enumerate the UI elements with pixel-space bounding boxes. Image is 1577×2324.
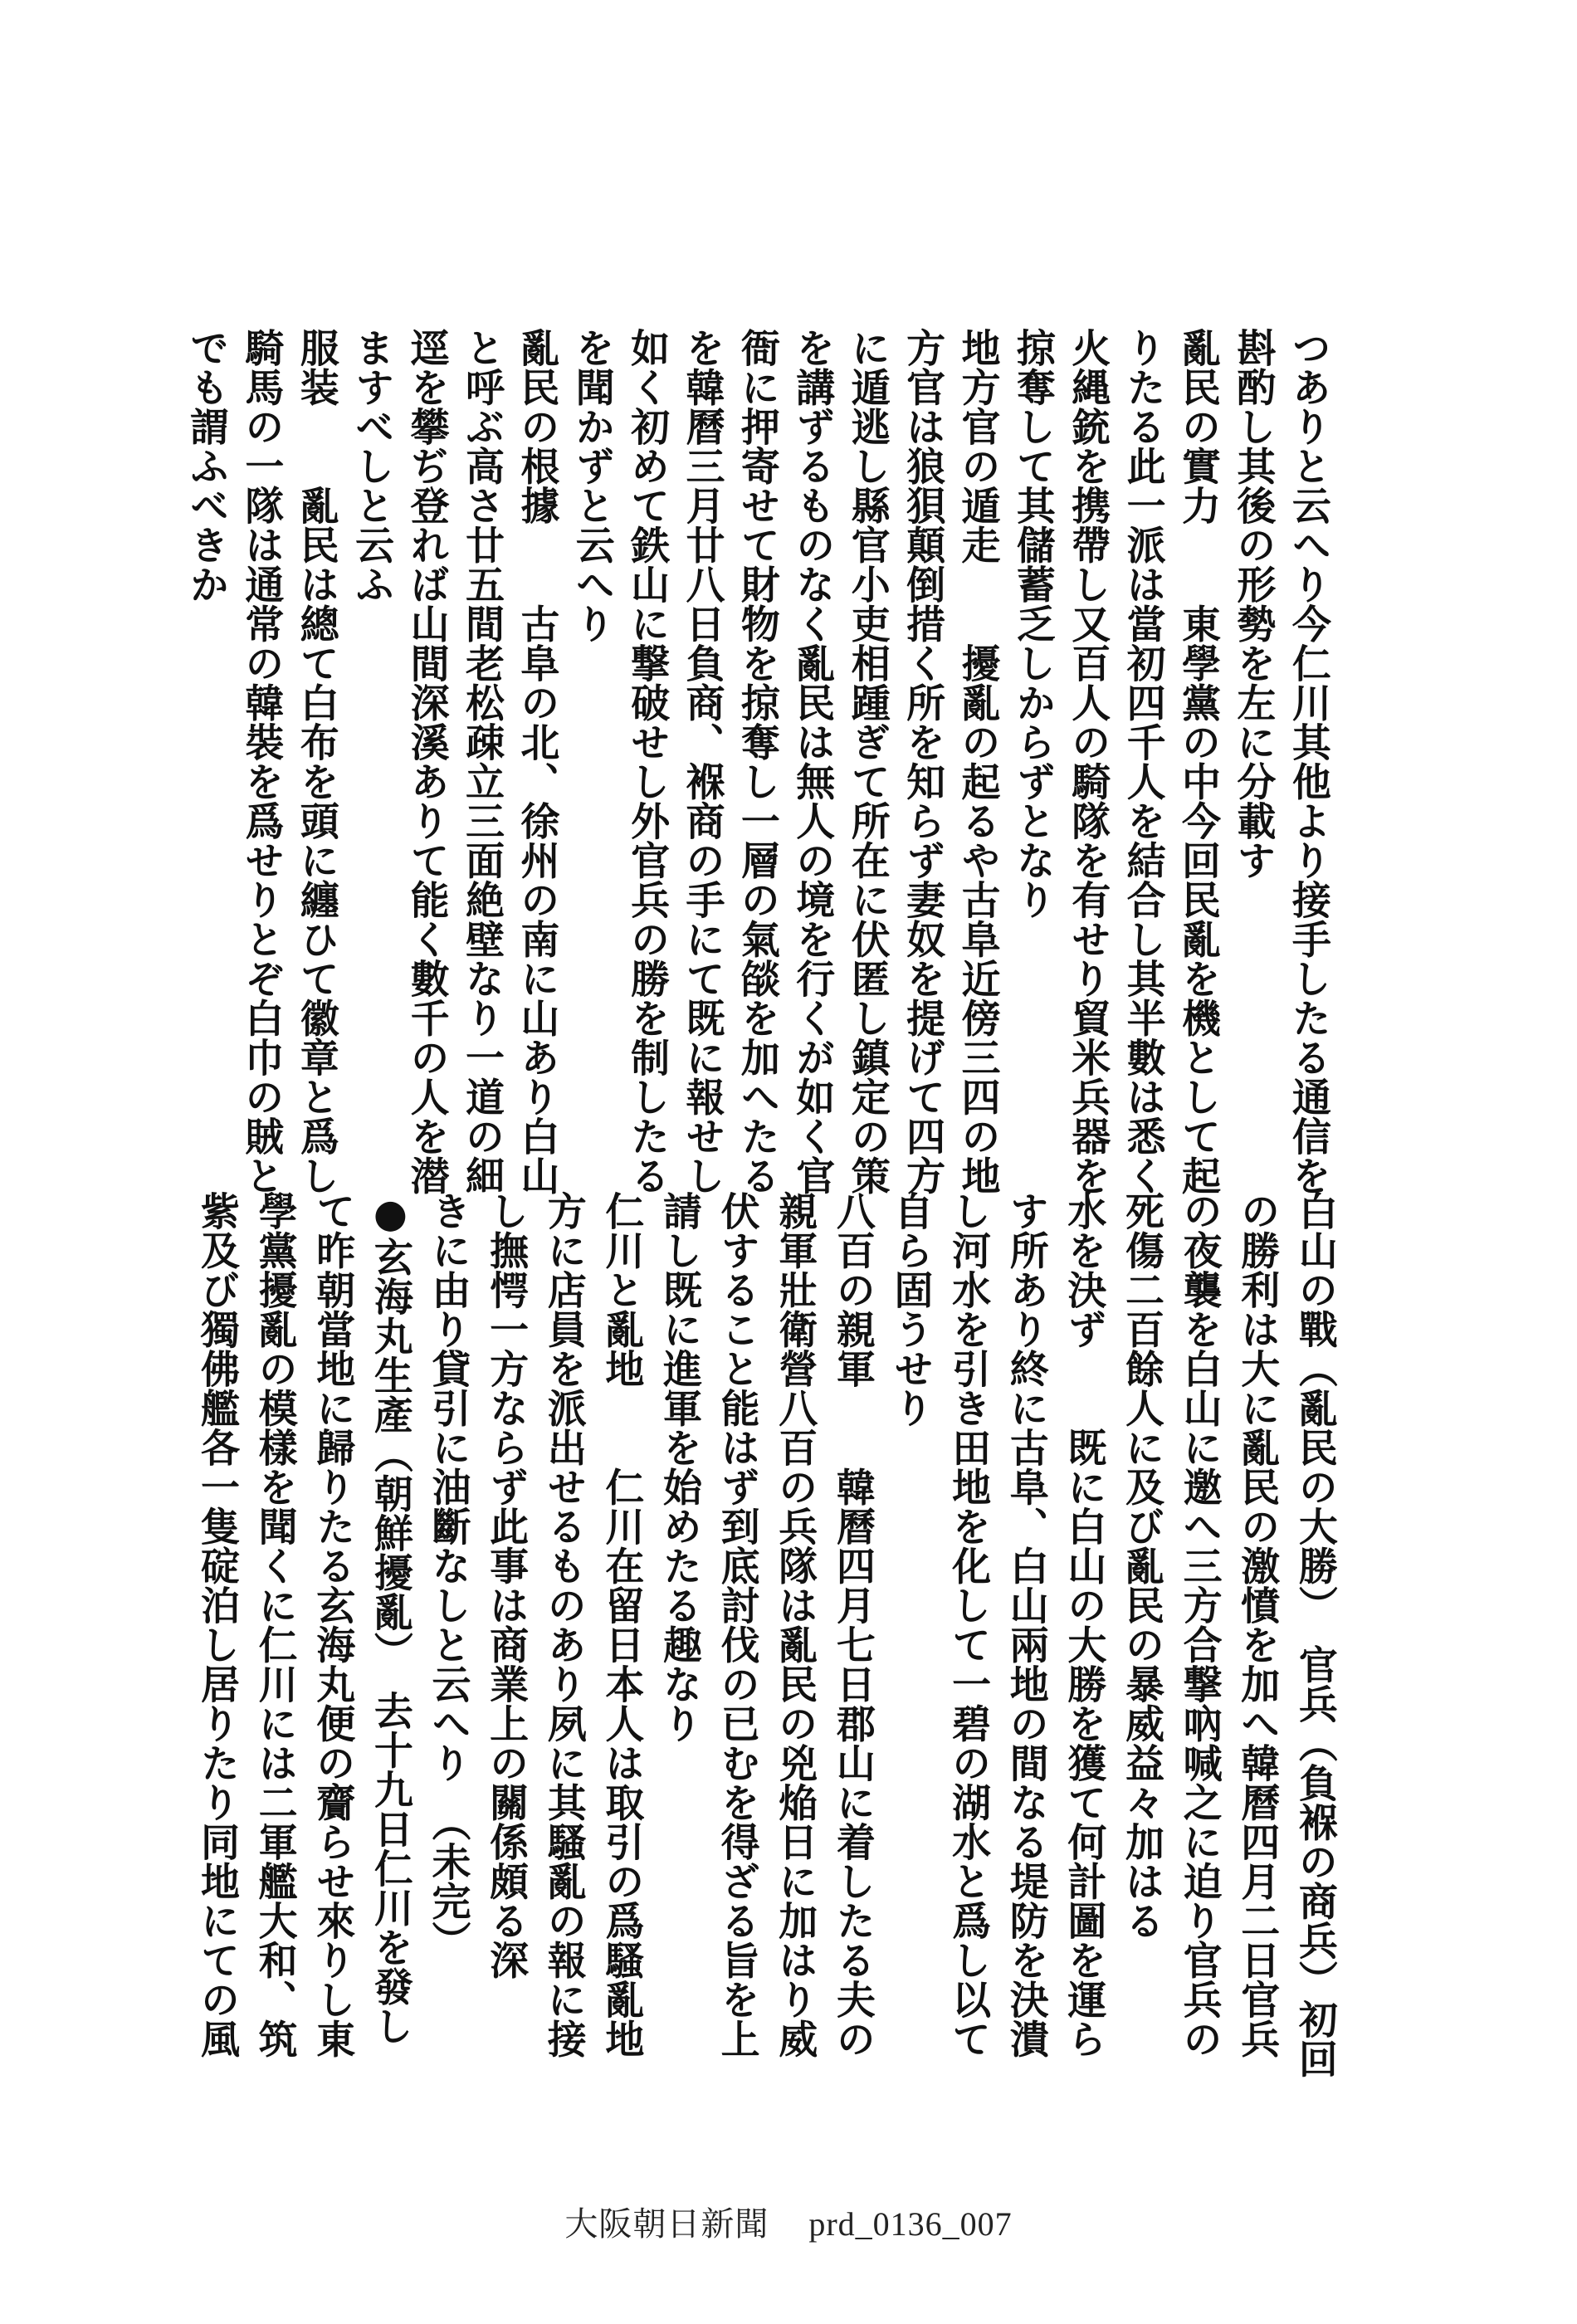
text-column: 斟酌し其後の形勢を左に分載す [1230,328,1277,880]
page-footer [0,2198,1577,2245]
text-column: 紫及び獨佛艦各一隻碇泊し居りたり同地にての風 [194,1191,240,2058]
text-column: 親軍壯衛營八百の兵隊は亂民の兇焔日に加はり威 [772,1191,818,2058]
text-column: と呼ぶ高さ廿五間老松疎立三面絶壁なり一道の細 [458,328,505,1195]
text-column: 學黨擾亂の模樣を聞くに仁川には二軍艦大和、筑 [251,1191,298,2058]
text-column: 如く初めて鉄山に撃破せし外官兵の勝を制したる [624,328,671,1195]
text-column: 方に店員を派出せるものあり夙に其騷亂の報に接 [540,1191,587,2058]
text-column: 仁川と亂地 仁川在留日本人は取引の爲騷亂地 [598,1191,645,2058]
text-column: ますべしと云ふ [349,328,395,604]
text-column: を講ずるものなく亂民は無人の境を行くが如く官 [789,328,836,1195]
text-column: し河水を引き田地を化して一碧の湖水と爲し以て [945,1191,992,2058]
text-column: でも謂ふべきか [183,328,229,604]
text-column: 火縄銃を携帶し又百人の騎隊を有せり貿米兵器を [1065,328,1111,1195]
text-column: 逕を攀ぢ登れば山間深溪ありて能く數千の人を潜 [403,328,450,1195]
text-column: りたる此一派は當初四千人を結合し其半數は悉く [1120,328,1166,1195]
text-column: 死傷二百餘人に及び亂民の暴威益々加はる [1119,1191,1164,1941]
text-column: 方官は狼狽顛倒措く所を知らず妻奴を提げて四方 [900,328,946,1195]
document-id: prd_0136_007 [808,2205,1013,2243]
newspaper-name: 大阪朝日新聞 [564,2205,769,2243]
text-column: ●玄海丸生產（朝鮮擾亂） 去十九日仁川を發し [367,1191,413,2046]
text-column: 白山の戰（亂民の大勝） 官兵（負褓の商兵）初回 [1291,1191,1338,2078]
text-column: す所あり終に古阜、白山兩地の間なる堤防を決潰 [1003,1191,1049,2058]
text-column: 亂民の根據 古阜の北、徐州の南に山あり白山 [514,328,560,1195]
text-column: の勝利は大に亂民の激憤を加へ韓曆四月二日官兵 [1234,1191,1281,2058]
text-column: つありと云へり今仁川其他より接手したる通信を [1285,328,1331,1195]
text-column: 騎馬の一隊は通常の韓裝を爲せりとぞ白巾の賊と [238,328,285,1195]
text-column: を聞かずと云へり [569,328,615,643]
text-column: 請し既に進軍を始めたる趣なり [657,1191,702,1743]
text-column: の夜襲を白山に邀へ三方合撃吶喊之に迫り官兵の [1176,1191,1223,2058]
text-column: て昨朝當地に歸りたる玄海丸便の齎らせ來りし東 [310,1191,356,2058]
text-column: 水を決ず 既に白山の大勝を獲て何計圖を運ら [1061,1191,1107,2058]
text-column: 伏すること能はず到底討伐の已むを得ざる旨を上 [714,1191,760,2058]
text-column: 亂民の實力 東學黨の中今回民亂を機として起 [1175,328,1222,1195]
article-column-block-bottom [194,1191,1338,2078]
text-column: きに由り貸引に油斷なしと云へり （未完） [425,1191,471,1960]
text-column: 服装 亂民は總て白布を頭に纏ひて徽章と爲し [293,328,339,1195]
text-column: 八百の親軍 韓曆四月七日郡山に着したる夫の [829,1191,876,2058]
text-column: 地方官の遁走 擾亂の起るや古阜近傍三四の地 [954,328,1001,1195]
text-column: 衙に押寄せて財物を掠奪し一層の氣燄を加へたる [734,328,780,1195]
text-column: 掠奪して其儲蓄乏しからずとなり [1009,328,1056,920]
text-column: し撫愕一方ならず此事は商業上の關係頗る深 [483,1191,530,1980]
text-column: に遁逃し縣官小吏相踵ぎて所在に伏匿し鎮定の策 [844,328,891,1195]
article-column-block-top [183,328,1331,1195]
text-column: 自ら固うせり [887,1191,934,1428]
text-column: を韓曆三月廿八日負商、褓商の手にて既に報せし [679,328,725,1195]
